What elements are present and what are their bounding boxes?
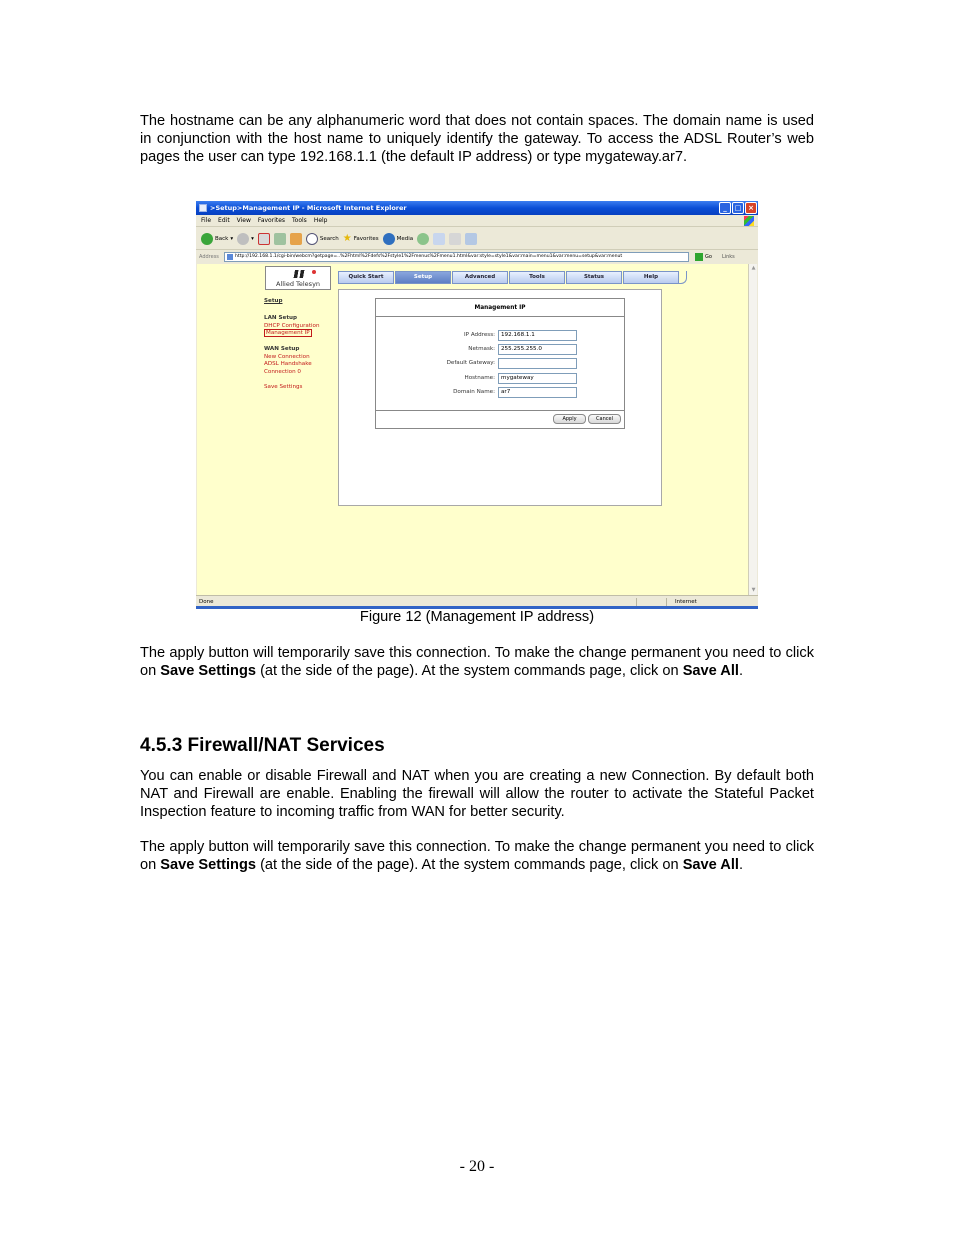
- search-button[interactable]: Search: [306, 233, 339, 245]
- management-ip-form: [375, 298, 625, 429]
- default-gateway-input[interactable]: [498, 358, 577, 369]
- default-gateway-label: Default Gateway:: [446, 360, 495, 366]
- sidebar-item-new-connection[interactable]: New Connection: [264, 353, 310, 360]
- scroll-down-icon[interactable]: ▼: [751, 587, 756, 593]
- netmask-label: Netmask:: [468, 346, 495, 352]
- domain-name-row: [376, 387, 624, 399]
- logo-mark-icon: [288, 270, 310, 278]
- sidebar-item-adsl-handshake[interactable]: ADSL Handshake: [264, 361, 312, 368]
- windows-logo-icon: [744, 216, 754, 226]
- mail-icon[interactable]: [433, 233, 445, 245]
- router-nav-tabs: [338, 271, 680, 284]
- maximize-icon[interactable]: □: [732, 202, 744, 214]
- sidebar-wan-group: [264, 346, 312, 377]
- back-arrow-icon: [201, 233, 213, 245]
- menu-file[interactable]: File: [201, 217, 212, 224]
- tab-bar-end: [679, 271, 687, 284]
- ip-address-input[interactable]: 192.168.1.1: [498, 330, 577, 341]
- section-heading: 4.5.3 Firewall/NAT Services: [140, 735, 385, 756]
- scroll-up-icon[interactable]: ▲: [751, 265, 756, 271]
- ie-page-icon: [199, 204, 207, 212]
- sidebar-lan-group: [264, 315, 320, 338]
- sidebar-save-group: [264, 384, 302, 392]
- apply-button[interactable]: Apply: [553, 414, 586, 424]
- address-label: Address: [199, 254, 219, 260]
- apply-paragraph-2: The apply button will temporarily save this connection. To make the change permanent you need to click on Save Settings (at the side of the page). At the system commands page, click on Save All.: [140, 839, 814, 873]
- ip-address-label: IP Address:: [464, 332, 495, 338]
- sidebar-lan-setup: LAN Setup: [264, 315, 298, 321]
- vertical-scrollbar[interactable]: [748, 264, 757, 595]
- sidebar-setup-heading[interactable]: Setup: [264, 298, 283, 304]
- netmask-row: [376, 344, 624, 356]
- sidebar-item-management-ip[interactable]: Management IP: [266, 330, 310, 337]
- tab-advanced[interactable]: Advanced: [452, 271, 508, 284]
- search-icon: [306, 233, 318, 245]
- domain-name-label: Domain Name:: [453, 389, 495, 395]
- go-button[interactable]: Go: [695, 251, 712, 263]
- forward-arrow-icon: [237, 233, 249, 245]
- menu-tools[interactable]: Tools: [292, 217, 307, 224]
- menu-edit[interactable]: Edit: [218, 217, 230, 224]
- browser-toolbar: [196, 228, 758, 250]
- tab-status[interactable]: Status: [566, 271, 622, 284]
- form-divider: [376, 410, 624, 411]
- favorites-button[interactable]: ★ Favorites: [342, 233, 379, 244]
- page-number: - 20 -: [459, 1158, 495, 1175]
- close-icon[interactable]: ×: [745, 202, 757, 214]
- back-button[interactable]: Back ▾: [201, 233, 233, 245]
- home-icon[interactable]: [290, 233, 302, 245]
- edit-icon[interactable]: [465, 233, 477, 245]
- tab-tools[interactable]: Tools: [509, 271, 565, 284]
- status-done: Done: [199, 599, 214, 605]
- menu-help[interactable]: Help: [313, 217, 328, 224]
- ip-address-row: [376, 330, 624, 342]
- allied-telesyn-logo: Allied Telesyn: [265, 266, 331, 290]
- sidebar-wan-setup: WAN Setup: [264, 346, 300, 352]
- tab-help[interactable]: Help: [623, 271, 679, 284]
- logo-dot-icon: [312, 270, 316, 274]
- menu-favorites[interactable]: Favorites: [257, 217, 286, 224]
- hostname-row: [376, 373, 624, 385]
- status-internet-zone: Internet: [675, 599, 697, 605]
- go-arrow-icon: [695, 253, 703, 261]
- forward-button[interactable]: ▾: [237, 233, 254, 245]
- main-panel: [338, 289, 662, 506]
- minimize-icon[interactable]: _: [719, 202, 731, 214]
- menu-bar: [196, 215, 758, 227]
- hostname-input[interactable]: mygateway: [498, 373, 577, 384]
- tab-quick-start[interactable]: Quick Start: [338, 271, 394, 284]
- netmask-input[interactable]: 255.255.255.0: [498, 344, 577, 355]
- save-all-bold: Save All: [682, 857, 739, 873]
- sidebar-item-dhcp[interactable]: DHCP Configuration: [264, 322, 320, 329]
- default-gateway-row: [376, 358, 624, 370]
- domain-name-input[interactable]: ar7: [498, 387, 577, 398]
- media-icon: [383, 233, 395, 245]
- figure-caption: Figure 12 (Management IP address): [359, 609, 595, 625]
- sidebar-item-save-settings[interactable]: Save Settings: [264, 384, 303, 390]
- form-title: Management IP: [376, 299, 624, 317]
- tab-setup[interactable]: Setup: [395, 271, 451, 284]
- save-settings-bold: Save Settings: [160, 663, 257, 679]
- star-icon: ★: [342, 233, 352, 244]
- address-input[interactable]: http://192.168.1.1/cgi-bin/webcm?getpage=..%2Fhtml%2Fdefs%2Fstyle1%2Fmenus%2Fmenu1.html&var:style=style1&var:main=menu1&var:menu=setup&var:menut: [224, 252, 689, 262]
- firewall-paragraph: You can enable or disable Firewall and NAT when you are creating a new Connection. By default both NAT and Firewall are enable. Enabling the firewall will allow the router to activate the Stateful Packet Inspection feature to incoming traffic from WAN for better security.: [140, 768, 814, 820]
- links-button[interactable]: Links: [721, 254, 735, 260]
- stop-icon[interactable]: [258, 233, 270, 245]
- apply-paragraph-1: The apply button will temporarily save this connection. To make the change permanent you need to click on Save Settings (at the side of the page). At the system commands page, click on Save All.: [140, 645, 814, 679]
- refresh-icon[interactable]: [274, 233, 286, 245]
- print-icon[interactable]: [449, 233, 461, 245]
- intro-paragraph: The hostname can be any alphanumeric word that does not contain spaces. The domain name is used in conjunction with the host name to uniquely identify the gateway. To access the ADSL Router’s web pages the user can type 192.168.1.1 (the default IP address) or type mygateway.ar7.: [140, 113, 814, 165]
- hostname-label: Hostname:: [464, 375, 495, 381]
- sidebar-item-connection-0[interactable]: Connection 0: [264, 369, 301, 376]
- menu-view[interactable]: View: [236, 217, 251, 224]
- address-bar: [196, 251, 758, 263]
- media-button[interactable]: Media: [383, 233, 414, 245]
- save-all-bold: Save All: [682, 663, 739, 679]
- browser-screenshot: [196, 201, 758, 609]
- save-settings-bold: Save Settings: [160, 857, 257, 873]
- page-content: [197, 264, 748, 595]
- cancel-button[interactable]: Cancel: [588, 414, 621, 424]
- window-titlebar: [196, 201, 758, 215]
- history-icon[interactable]: [417, 233, 429, 245]
- window-title: >Setup>Management IP - Microsoft Internet Explorer: [210, 204, 407, 212]
